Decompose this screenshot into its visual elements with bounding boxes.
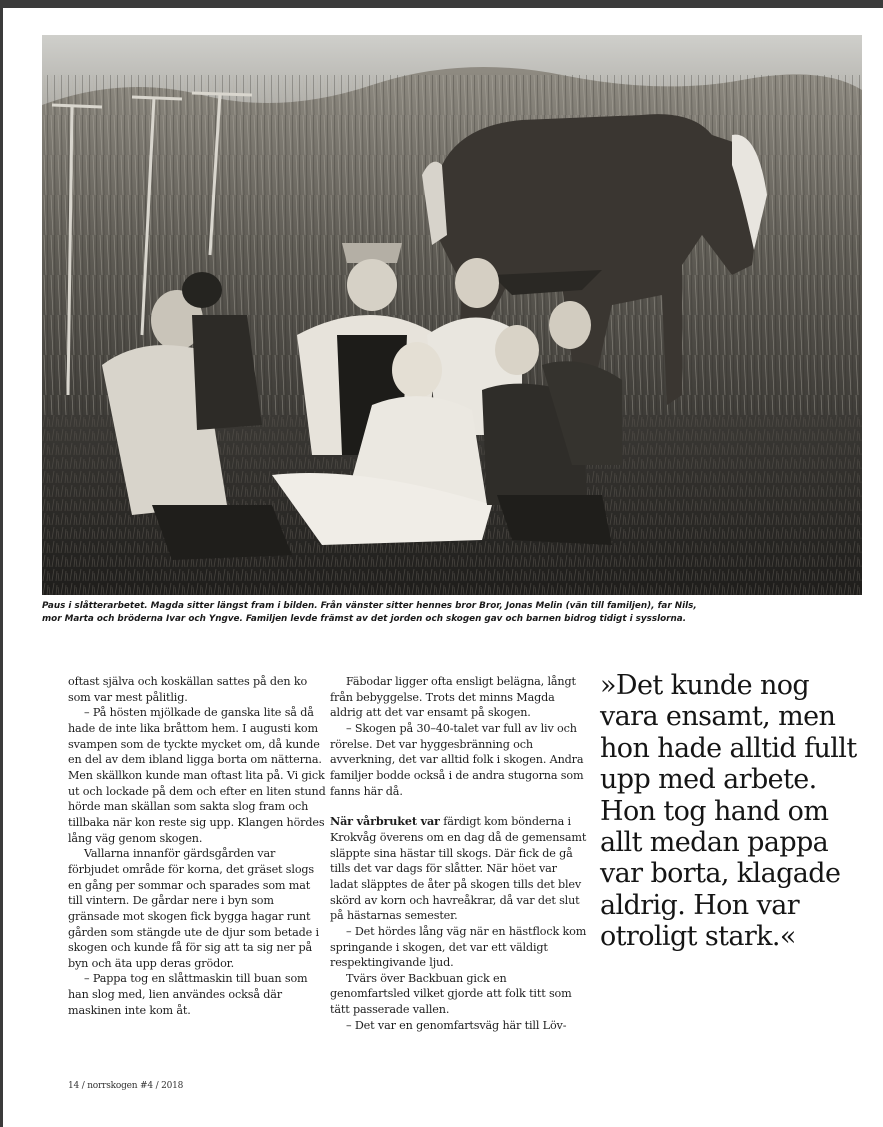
top-border xyxy=(0,0,883,8)
paragraph xyxy=(330,814,588,924)
paragraph: oftast själva och koskällan sattes på den ko som var mest pålitlig. xyxy=(68,675,308,704)
paragraph: Vallarna innanför gärdsgården var förbjudet område för korna, det gräset slogs en gång per sommar och sparades som mat till vintern. De gårdar nere i byn som gränsade mot skogen fick bygga hagar runt gården som stängde ute de djur som betade i skogen och kunde få för sig att ta sig ner på byn och äta upp deras grödor. xyxy=(68,847,319,970)
paragraph: – Skogen på 30–40-talet var full av liv och rörelse. Det var hyggesbränning och avverkning, det var alltid folk i skogen. Andra familjer bodde också i de andra stugorna som fanns här då. xyxy=(330,721,584,798)
photo-caption xyxy=(42,600,862,626)
paragraph-body: färdigt kom bönderna i Krokvåg överens om en dag då de gemensamt släppte sina hästar till skogs. Där fick de gå tills det var dags för slåtter. När höet var ladat släpptes de åter på skogen tills det blev skörd av korn och havreåkrar, då var det slut på hästarnas semester. xyxy=(330,815,587,923)
paragraph: Tvärs över Backbuan gick en genomfartsled vilket gjorde att folk titt som tätt passerade vallen. xyxy=(330,971,572,1017)
page-folio: 14 / norrskogen #4 / 2018 xyxy=(68,1081,184,1091)
section-lead-in: När vårbruket var xyxy=(330,814,440,829)
left-border xyxy=(0,8,3,1127)
paragraph: Fäbodar ligger ofta ensligt belägna, långt från bebyggelse. Trots det minns Magda aldrig att det var ensamt på skogen. xyxy=(330,675,576,720)
text-column-2 xyxy=(330,674,588,1033)
paragraph: – Pappa tog en slåttmaskin till buan som han slog med, lien användes också där maskinen inte kom åt. xyxy=(68,972,308,1017)
caption-line-1: Paus i slåtterarbetet. Magda sitter längst fram i bilden. Från vänster sitter hennes bror Bror, Jonas Melin (vän till familjen), far Nils, xyxy=(42,601,697,611)
caption-line-2: mor Marta och bröderna Ivar och Yngve. Familjen levde främst av det jorden och skogen gav och barnen bidrog tidigt i sysslorna. xyxy=(42,614,687,624)
family-photo xyxy=(42,35,862,595)
paragraph: – Det var en genomfartsväg här till Löv- xyxy=(346,1018,567,1032)
paragraph: – På hösten mjölkade de ganska lite så då hade de inte lika bråttom hem. I augusti kom svampen som de tyckte mycket om, då kunde en del av dem ibland ligga borta om nätterna. Men skällkon kunde man oftast lita på. Vi gick ut och lockade på dem och efter en liten stund hörde man skällan som sakta slog fram och tillbaka när kon reste sig upp. Klangen hördes lång väg genom skogen. xyxy=(68,706,326,845)
paragraph: – Det hördes lång väg när en hästflock kom springande i skogen, det var ett väldigt respektingivande ljud. xyxy=(330,924,587,970)
pull-quote: »Det kunde nog vara ensamt, men hon hade alltid fullt upp med arbete. Hon tog hand om allt medan pappa var borta, klagade aldrig. Hon var otroligt stark.« xyxy=(600,670,857,953)
text-column-1 xyxy=(68,674,326,1018)
